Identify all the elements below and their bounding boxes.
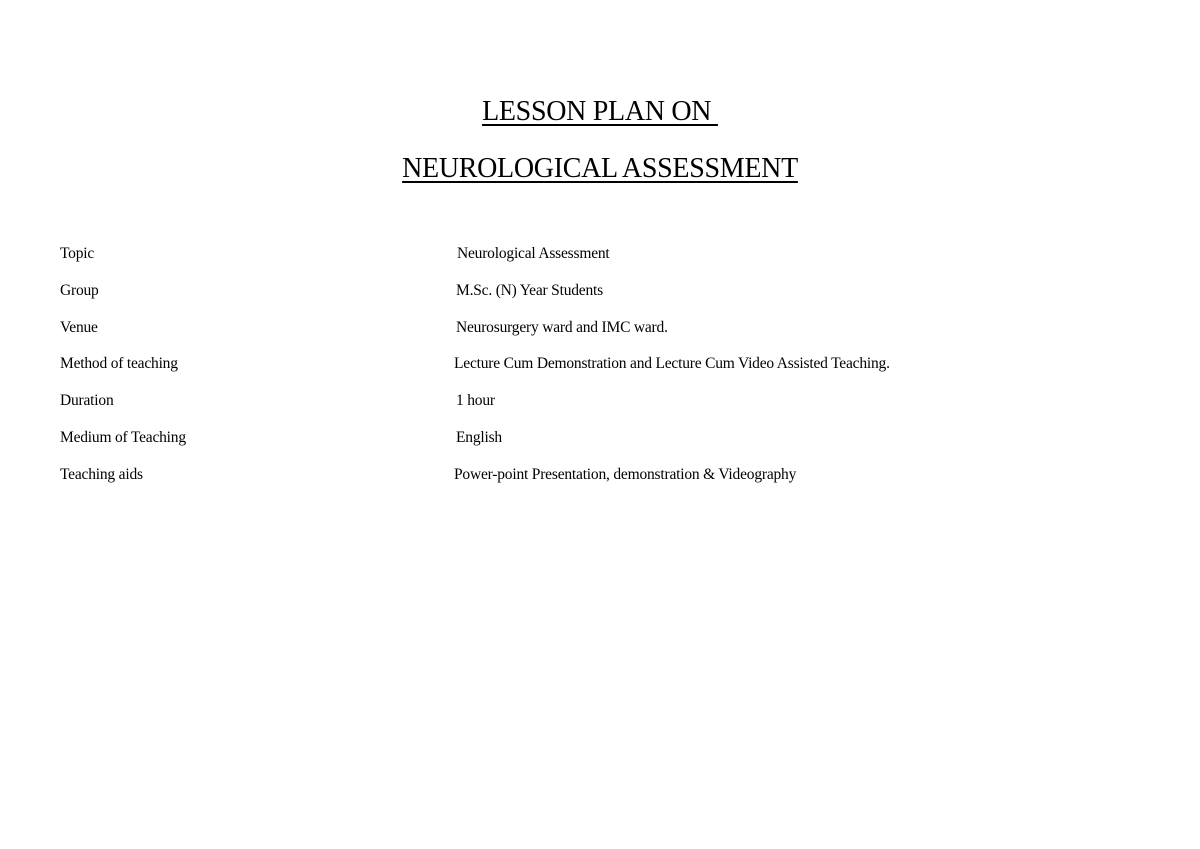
- detail-row-venue: [0, 319, 1200, 345]
- detail-value: Lecture Cum Demonstration and Lecture Cum Video Assisted Teaching.: [454, 355, 890, 372]
- detail-row-medium: [0, 429, 1200, 455]
- detail-value: Power-point Presentation, demonstration & Videography: [454, 466, 797, 483]
- detail-value: Neurological Assessment: [457, 245, 610, 262]
- document-title-line-2: NEUROLOGICAL ASSESSMENT: [402, 153, 798, 184]
- detail-label: Teaching aids: [60, 466, 143, 483]
- detail-label: Venue: [60, 319, 98, 336]
- detail-row-group: [0, 282, 1200, 308]
- document-title-line-1: LESSON PLAN ON: [482, 96, 718, 127]
- detail-label: Medium of Teaching: [60, 429, 186, 446]
- detail-value: M.Sc. (N) Year Students: [456, 282, 603, 299]
- detail-value: English: [456, 429, 502, 446]
- detail-value: Neurosurgery ward and IMC ward.: [456, 319, 668, 336]
- detail-row-duration: [0, 392, 1200, 418]
- detail-label: Topic: [60, 245, 95, 262]
- detail-row-method: [0, 355, 1200, 381]
- detail-value: 1 hour: [456, 392, 495, 409]
- detail-label: Duration: [60, 392, 114, 409]
- detail-label: Method of teaching: [60, 355, 178, 372]
- detail-label: Group: [60, 282, 99, 299]
- detail-row-topic: [0, 245, 1200, 271]
- detail-row-teaching-aids: [0, 466, 1200, 492]
